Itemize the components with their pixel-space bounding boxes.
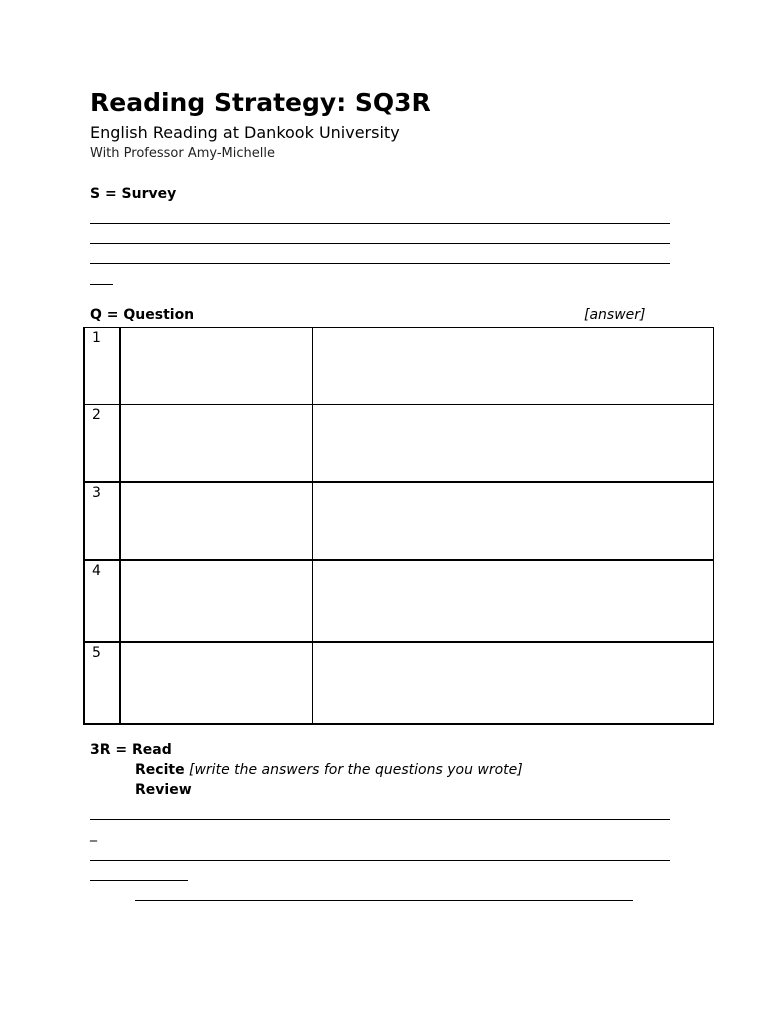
table-row bbox=[84, 560, 714, 642]
row-number: 3 bbox=[84, 482, 120, 560]
survey-line-3 bbox=[90, 263, 670, 264]
page-subtitle: English Reading at Dankook University bbox=[90, 123, 400, 142]
answer-cell[interactable] bbox=[313, 328, 714, 405]
answer-cell[interactable] bbox=[313, 642, 714, 724]
answer-cell[interactable] bbox=[313, 560, 714, 642]
question-cell[interactable] bbox=[120, 328, 313, 405]
three-r-heading: 3R = Read bbox=[90, 742, 172, 758]
survey-line-1 bbox=[90, 223, 670, 224]
review-line-4 bbox=[135, 900, 633, 901]
survey-line-4 bbox=[90, 284, 113, 285]
byline: With Professor Amy-Michelle bbox=[90, 146, 275, 161]
review-line-2 bbox=[90, 860, 670, 861]
row-number: 4 bbox=[84, 560, 120, 642]
survey-line-2 bbox=[90, 243, 670, 244]
answer-hint: [answer] bbox=[584, 307, 646, 323]
row-number: 2 bbox=[84, 405, 120, 483]
row-number: 5 bbox=[84, 642, 120, 724]
question-heading: Q = Question bbox=[90, 307, 195, 323]
recite-line bbox=[135, 762, 523, 778]
table-row bbox=[84, 642, 714, 724]
review-line-1 bbox=[90, 819, 670, 820]
recite-hint: [write the answers for the questions you wrote] bbox=[189, 762, 523, 778]
question-table bbox=[83, 327, 714, 725]
table-row bbox=[84, 482, 714, 560]
question-cell[interactable] bbox=[120, 482, 313, 560]
question-cell[interactable] bbox=[120, 560, 313, 642]
page-title: Reading Strategy: SQ3R bbox=[90, 88, 431, 117]
table-row bbox=[84, 328, 714, 405]
question-cell[interactable] bbox=[120, 642, 313, 724]
recite-label: Recite bbox=[135, 762, 185, 778]
question-cell[interactable] bbox=[120, 405, 313, 483]
answer-cell[interactable] bbox=[313, 405, 714, 483]
survey-heading: S = Survey bbox=[90, 186, 177, 202]
review-line-3 bbox=[90, 880, 188, 881]
table-row bbox=[84, 405, 714, 483]
review-label: Review bbox=[135, 782, 192, 798]
row-number: 1 bbox=[84, 328, 120, 405]
answer-cell[interactable] bbox=[313, 482, 714, 560]
review-dash: _ bbox=[90, 826, 97, 842]
